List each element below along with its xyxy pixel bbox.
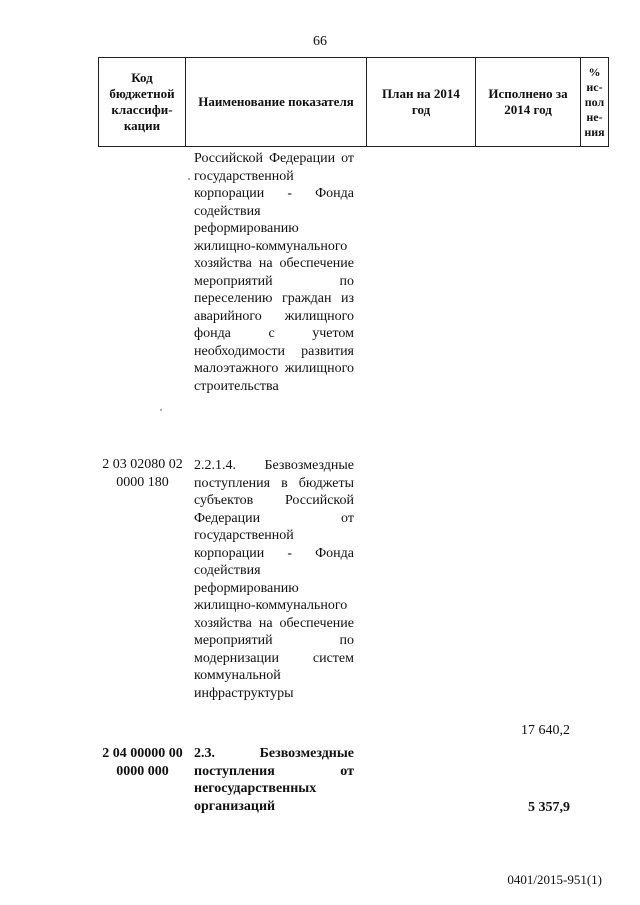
header-name: Наименование показателя [186, 58, 367, 147]
header-percent: % ис- пол не- ния [581, 58, 609, 147]
row-2-executed-value: 17 640,2 [521, 723, 570, 738]
row-3-code: 2 04 00000 00 0000 000 [102, 746, 183, 779]
scan-speck [160, 409, 162, 411]
row-3-text: 2.3. Безвозмездные поступления от негосударственных организаций [194, 746, 354, 814]
row-3-executed-value: 5 357,9 [528, 800, 570, 815]
row-2-text: 2.2.1.4. Безвозмездные поступления в бюджеты субъектов Российской Федерации от государственной корпорации - Фонда содействия реформированию жилищно-коммунального хозяйства на обеспечение мероприятий по модернизации систем коммунальной инфраструктуры [194, 458, 354, 701]
header-executed: Исполнено за 2014 год [476, 58, 581, 147]
row-2-code: 2 03 02080 02 0000 180 [102, 457, 183, 490]
header-code: Код бюджетной классифи- кации [99, 58, 186, 147]
header-plan: План на 2014 год [367, 58, 476, 147]
document-number: 0401/2015-951(1) [507, 872, 602, 887]
scan-speck [188, 178, 190, 180]
row-1-text: Российской Федерации от государственной корпорации - Фонда содействия реформированию жилищно-коммунального хозяйства на обеспечение мероприятий по переселению граждан из аварийного жилищного фонда с учетом необходимости развития малоэтажного жилищного строительства [194, 151, 354, 394]
table-header [98, 57, 609, 147]
page-number: 66 [313, 34, 327, 49]
